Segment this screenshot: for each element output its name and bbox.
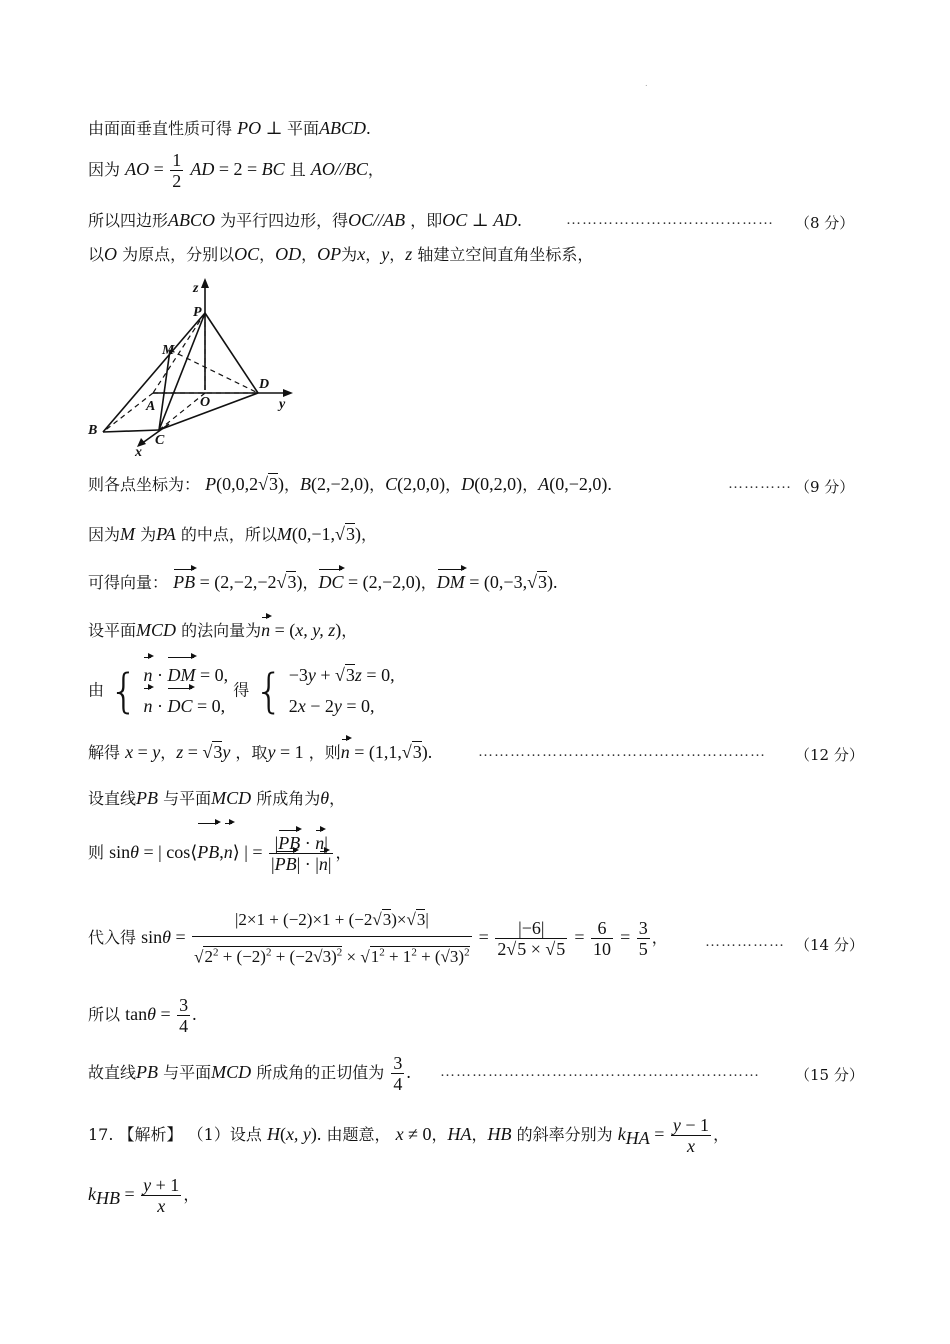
text-segment: ，则 [308,743,341,762]
text-segment: 所成角为 [256,789,321,808]
text-segment: 所以四边形 [88,211,169,230]
text-line-coordinates: 则各点坐标为： P(0,0,2√3)，B(2,−2,0)，C(2,0,0)，D(0,2,0)，A(0,−2,0). [88,474,612,494]
pyramid-coordinate-figure [83,278,298,458]
text-segment: 得 [233,680,250,700]
score-9: （9 分） [795,478,855,496]
dot-leader: ……………………………………………… [478,744,766,760]
text-line-13: 代入得 sinθ = $\frac{|2\times 1 + (-2)\times 1 + (-2√3)\times√3|}{√2^2 + (-2)^2 + (-2√3)^2 \times √1^2 + 1^2 + (√3)^2}$ = $\frac{|-6|}{2√5 \times √5}$ = $\frac{6}{10}$ = $\frac{3}{5}$ ， [88,909,668,967]
text-segment: 解得 [88,743,121,762]
edge-PD [205,313,258,393]
text-line-17: $k_{HB}$ = $\frac{y + 1}{x}$ ， [88,1175,200,1216]
text-line-6: 因为M 为PA 的中点，所以M(0,−1,√3)， [88,524,377,544]
score-14: （14 分） [795,936,864,954]
text-segment: 以 [88,245,105,264]
text-segment: 设平面 [88,621,137,640]
edge-BC [103,430,159,432]
label-x: x [135,445,142,458]
text-line-10: 解得 x = y，z = √3y ，取y = 1 ，则n = (1,1,√3). [88,742,433,762]
text-segment: 设直线 [88,789,137,808]
score-8: （8 分） [795,214,855,232]
text-segment: 可得向量： [88,573,169,592]
text-segment: 的斜率分别为 [516,1125,613,1144]
text-segment: 则 [88,843,105,862]
text-line-9: 由 { n · DM = 0, n · DC = 0, 得 { −3y + √3z = 0, 2x − 2y = 0, [88,660,395,722]
z-arrow [201,278,209,288]
text-line-11: 设直线PB 与平面MCD 所成角为θ， [88,788,346,808]
text-segment: 的法向量为 [181,621,262,640]
label-P: P [193,305,202,320]
text-segment: 所以 [88,1005,121,1024]
text-segment: 由 [88,680,105,700]
text-line-1: 由面面垂直性质可得 PO ⊥ 平面ABCD. [88,118,371,138]
label-M: M [162,343,175,358]
text-segment: 则各点坐标为： [88,475,201,494]
dot-leader: ………………………………… [566,212,774,228]
edge-PB [103,313,205,432]
text-line-3: 所以四边形ABCO 为平行四边形，得OC//AB ，即OC ⊥ AD. [88,210,522,230]
text-segment: 代入得 [88,928,137,947]
label-D: D [259,377,270,392]
text-segment: 与平面 [163,1063,212,1082]
label-y: y [279,397,286,412]
text-line-14: 所以 tanθ = $\frac{3}{4}$ . [88,995,197,1036]
text-line-7: 可得向量： PB = (2,−2,−2√3)，DC = (2,−2,0)，DM = (0,−3,√3). [88,572,558,592]
text-segment: ，取 [235,743,268,762]
text-line-8: 设平面MCD 的法向量为n = (x, y, z)， [88,620,358,640]
text-line-4: 以O 为原点，分别以OC，OD，OP为x，y，z 轴建立空间直角坐标系， [88,244,594,264]
label-C: C [155,433,165,448]
dot-leader: …………… [705,934,785,950]
text-line-15: 故直线PB 与平面MCD 所成角的正切值为 $\frac{3}{4}$ . [88,1053,411,1094]
text-line-2: 因为 AO = $\frac{1}{2}$ AD = 2 = BC 且 AO//BC， [88,150,384,191]
text-segment: 轴建立空间直角坐标系， [417,245,594,264]
text-line-16: 17. 【解析】 （1）设点 H(x, y). 由题意， x ≠ 0，HA，HB 的斜率分别为 $k_{HA}$ = $\frac{y - 1}{x}$ ， [88,1115,730,1156]
edge-MD [170,350,258,393]
text-line-12: 则 sinθ = | cos⟨PB,n⟩ | = $\frac{|PB \cdot n|}{|PB| \cdot |n|}$ ， [88,826,351,879]
text-segment: 因为 [88,525,121,544]
label-A: A [146,399,156,414]
text-segment: 为 [140,525,157,544]
text-segment: 所成角的正切值为 [256,1063,385,1082]
text-segment: 由面面垂直性质可得 [88,119,233,138]
text-segment: ，即 [410,211,443,230]
y-arrow [283,389,293,397]
label-z: z [193,281,199,296]
text-segment: 由题意， [326,1125,391,1144]
text-segment: 因为 [88,160,121,179]
text-segment: 且 [289,160,306,179]
question-number: 17. [88,1125,114,1144]
analysis-tag: 【解析】 [118,1125,183,1144]
text-segment: 与平面 [163,789,212,808]
label-B: B [88,423,98,438]
label-O: O [200,395,211,410]
text-segment: 的中点，所以 [180,525,277,544]
text-segment: 为平行四边形，得 [220,211,349,230]
text-segment: 为原点，分别以 [122,245,235,264]
scan-mark: . [645,79,648,88]
dot-leader: ………… [728,476,792,492]
text-segment: （1）设点 [187,1125,262,1144]
edge-PC [159,313,205,430]
score-12: （12 分） [795,746,864,764]
dot-leader: …………………………………………………… [440,1064,760,1080]
text-segment: 故直线 [88,1063,137,1082]
score-15: （15 分） [795,1066,864,1084]
